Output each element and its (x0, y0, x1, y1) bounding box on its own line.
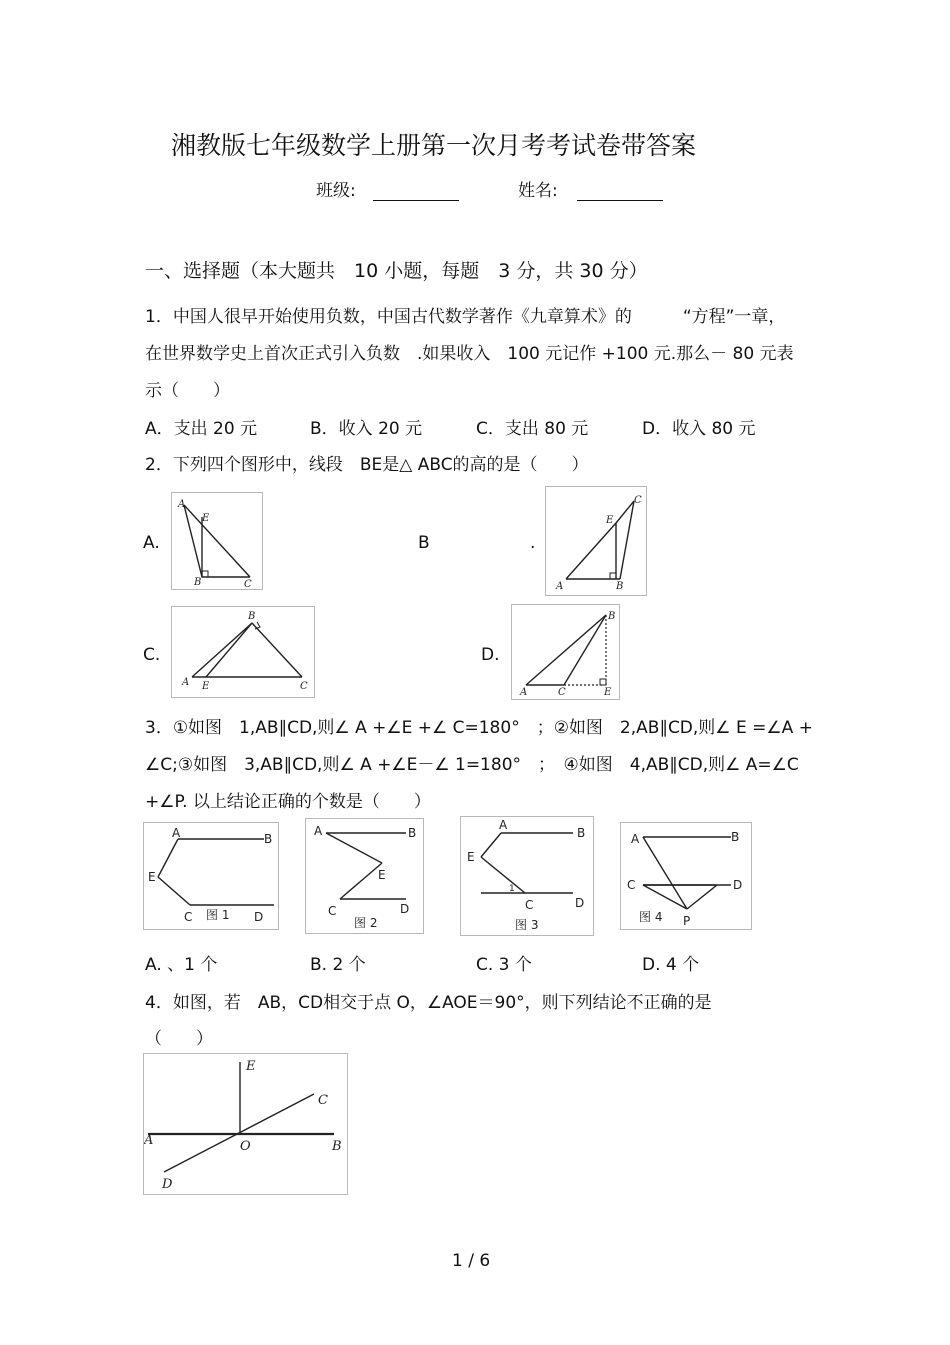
pt-b: B (264, 832, 273, 846)
pt-c: C (300, 681, 308, 692)
q2-label-b[interactable]: B (418, 533, 430, 553)
page-title: 湘教版七年级数学上册第一次月考考试卷带答案 (171, 131, 697, 160)
pt-e: E (606, 515, 614, 526)
q1-option-a[interactable]: A．支出 20 元 (145, 419, 258, 439)
q3-option-a[interactable]: A. 、1 个 (145, 955, 218, 975)
q3-option-d[interactable]: D. 4 个 (642, 955, 700, 975)
pt-d: D (733, 878, 743, 892)
class-field (316, 176, 459, 201)
q2-figure-a (171, 492, 263, 590)
pt-d: D (400, 902, 410, 916)
pt-p: P (683, 914, 691, 928)
q1-option-b[interactable]: B．收入 20 元 (310, 419, 423, 439)
pt-b: B (577, 826, 586, 840)
q3-line2: ∠C;③如图 3,AB∥CD,则∠ A +∠E－∠ 1=180° ； ④如图 4,AB∥CD,则∠ A=∠C (145, 755, 799, 775)
pt-e: E (378, 868, 386, 882)
pt-angle-1: 1 (509, 884, 515, 894)
q3-figure-4 (620, 822, 752, 930)
pt-c: C (244, 579, 252, 589)
fig-caption: 图 4 (639, 910, 663, 924)
page-number: 1 / 6 (452, 1251, 491, 1271)
q2-figure-d (511, 604, 620, 700)
q2-label-d[interactable]: D. (481, 645, 500, 665)
q3-figure-1 (143, 822, 279, 930)
class-label: 班级: (316, 181, 356, 201)
q2-figure-c (171, 606, 315, 698)
pt-e: E (202, 681, 210, 692)
q1-option-d[interactable]: D．收入 80 元 (642, 419, 756, 439)
pt-e: E (246, 1059, 256, 1074)
pt-e: E (467, 850, 475, 864)
pt-c: C (328, 904, 337, 918)
pt-b: B (408, 826, 417, 840)
pt-e: E (148, 870, 156, 884)
pt-a: A (172, 826, 181, 840)
q2-label-c[interactable]: C. (143, 645, 161, 665)
q3-figure-2 (305, 818, 424, 934)
pt-c: C (525, 898, 534, 912)
pt-e: E (202, 513, 210, 524)
q1-line2: 在世界数学史上首次正式引入负数 .如果收入 100 元记作 +100 元.那么－ 80 元表 (145, 344, 794, 364)
name-label: 姓名: (518, 181, 558, 201)
fig-caption: 图 2 (354, 916, 378, 930)
q2-label-a[interactable]: A. (143, 533, 160, 553)
q2-figure-b (545, 486, 647, 596)
q3-line1: 3．①如图 1,AB∥CD,则∠ A +∠E +∠ C=180° ；②如图 2,AB∥CD,则∠ E =∠A + (145, 718, 813, 738)
pt-d: D (575, 896, 585, 910)
pt-a: A (631, 832, 640, 846)
pt-c: C (558, 687, 566, 698)
pt-a: A (556, 581, 564, 592)
pt-d: D (254, 910, 264, 924)
q1-line3: 示（ ） (145, 381, 230, 401)
q1-option-c[interactable]: C．支出 80 元 (476, 419, 589, 439)
pt-a: A (144, 1133, 154, 1148)
pt-c: C (627, 878, 636, 892)
pt-b: B (731, 830, 740, 844)
q2-stem: 2．下列四个图形中，线段 BE是△ ABC的高的是（ ） (145, 455, 589, 475)
q3-figure-3 (460, 816, 594, 936)
pt-b: B (616, 581, 624, 592)
q3-option-c[interactable]: C. 3 个 (476, 955, 532, 975)
pt-c: C (184, 910, 193, 924)
name-blank (577, 182, 663, 201)
q3-option-b[interactable]: B. 2 个 (310, 955, 366, 975)
q4-line2: （ ） (145, 1029, 213, 1049)
pt-c: C (318, 1093, 328, 1108)
pt-o: O (240, 1139, 251, 1154)
pt-a: A (499, 818, 508, 832)
section-heading: 一、选择题（本大题共 10 小题，每题 3 分，共 30 分） (145, 260, 648, 282)
pt-d: D (162, 1177, 173, 1192)
pt-b: B (194, 577, 202, 588)
pt-b: B (608, 611, 616, 622)
fig-caption: 图 3 (515, 918, 539, 932)
pt-a: A (182, 677, 190, 688)
q2-label-b-dot: . (530, 533, 536, 553)
pt-e: E (604, 687, 612, 698)
name-field (518, 176, 663, 201)
q4-figure (143, 1053, 348, 1195)
q4-line1: 4．如图，若 AB，CD相交于点 O，∠AOE＝90°，则下列结论不正确的是 (145, 993, 712, 1013)
pt-a: A (520, 687, 528, 698)
pt-a: A (314, 824, 323, 838)
q3-line3: +∠P. 以上结论正确的个数是（ ） (145, 792, 431, 812)
fig-caption: 图 1 (206, 908, 230, 922)
class-blank (373, 182, 459, 201)
pt-c: C (634, 495, 642, 506)
q1-line1: 1．中国人很早开始使用负数，中国古代数学著作《九章算术》的 “方程”一章， (145, 307, 786, 327)
pt-b: B (248, 611, 256, 622)
pt-b: B (332, 1139, 342, 1154)
pt-a: A (178, 499, 186, 510)
